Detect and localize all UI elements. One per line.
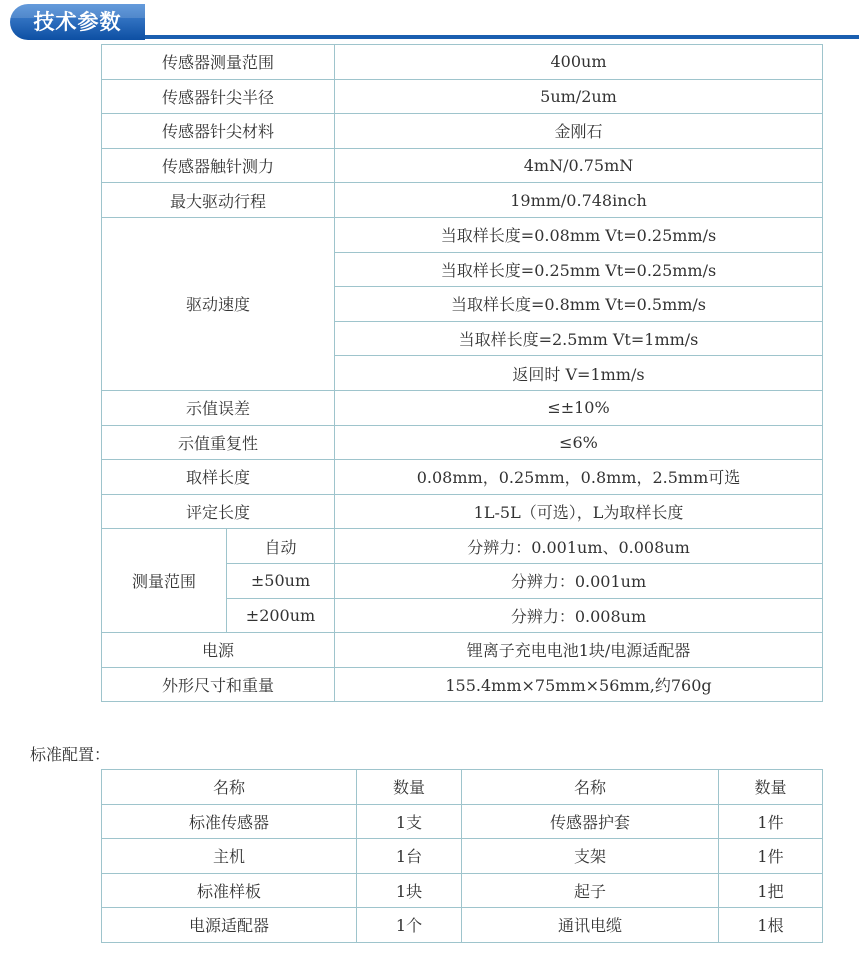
spec-label: 测量范围 <box>102 529 227 633</box>
table-row <box>102 217 823 252</box>
column-header: 名称 <box>102 770 357 805</box>
config-section-label: 标准配置： <box>30 745 111 764</box>
spec-value: 当取样长度=2.5mm Vt=1mm/s <box>335 321 823 356</box>
table-row <box>102 529 823 564</box>
spec-value: 当取样长度=0.8mm Vt=0.5mm/s <box>335 287 823 322</box>
spec-value: 锂离子充电电池1块/电源适配器 <box>335 633 823 668</box>
spec-table <box>101 44 823 702</box>
table-row <box>102 425 823 460</box>
spec-label: 电源 <box>102 633 335 668</box>
item-name: 主机 <box>102 839 357 874</box>
item-quantity: 1支 <box>357 804 462 839</box>
item-name: 起子 <box>462 873 719 908</box>
spec-value: 400um <box>335 45 823 80</box>
spec-label: 传感器针尖半径 <box>102 79 335 114</box>
table-row <box>102 494 823 529</box>
item-quantity: 1件 <box>719 804 823 839</box>
spec-label: 传感器针尖材料 <box>102 114 335 149</box>
item-quantity: 1把 <box>719 873 823 908</box>
spec-value: 1L-5L（可选），L为取样长度 <box>335 494 823 529</box>
item-name: 标准传感器 <box>102 804 357 839</box>
spec-value: ≤±10% <box>335 390 823 425</box>
table-row <box>102 633 823 668</box>
spec-value: 分辨力：0.001um、0.008um <box>335 529 823 564</box>
spec-label: 最大驱动行程 <box>102 183 335 218</box>
table-row <box>102 148 823 183</box>
config-table <box>101 769 823 943</box>
spec-label: 评定长度 <box>102 494 335 529</box>
item-name: 标准样板 <box>102 873 357 908</box>
table-row <box>102 45 823 80</box>
spec-sublabel: ±200um <box>227 598 335 633</box>
spec-value: 19mm/0.748inch <box>335 183 823 218</box>
spec-label: 外形尺寸和重量 <box>102 667 335 702</box>
item-quantity: 1件 <box>719 839 823 874</box>
spec-label: 驱动速度 <box>102 217 335 390</box>
item-quantity: 1块 <box>357 873 462 908</box>
table-row <box>102 667 823 702</box>
table-row <box>102 79 823 114</box>
column-header: 数量 <box>719 770 823 805</box>
item-quantity: 1台 <box>357 839 462 874</box>
table-row <box>102 114 823 149</box>
table-header-row <box>102 770 823 805</box>
column-header: 名称 <box>462 770 719 805</box>
spec-label: 传感器测量范围 <box>102 45 335 80</box>
spec-sublabel: 自动 <box>227 529 335 564</box>
table-row <box>102 804 823 839</box>
spec-value: 5um/2um <box>335 79 823 114</box>
spec-label: 示值误差 <box>102 390 335 425</box>
spec-label: 示值重复性 <box>102 425 335 460</box>
item-quantity: 1根 <box>719 908 823 943</box>
table-row <box>102 839 823 874</box>
spec-value: 当取样长度=0.25mm Vt=0.25mm/s <box>335 252 823 287</box>
spec-value: ≤6% <box>335 425 823 460</box>
header-underline <box>130 35 859 39</box>
table-row <box>102 873 823 908</box>
spec-value: 分辨力：0.008um <box>335 598 823 633</box>
table-row <box>102 908 823 943</box>
spec-label: 取样长度 <box>102 460 335 495</box>
item-quantity: 1个 <box>357 908 462 943</box>
section-header <box>0 0 859 44</box>
column-header: 数量 <box>357 770 462 805</box>
spec-value: 分辨力：0.001um <box>335 563 823 598</box>
item-name: 支架 <box>462 839 719 874</box>
item-name: 传感器护套 <box>462 804 719 839</box>
spec-value: 金刚石 <box>335 114 823 149</box>
spec-value: 4mN/0.75mN <box>335 148 823 183</box>
table-row <box>102 183 823 218</box>
spec-value: 155.4mm×75mm×56mm,约760g <box>335 667 823 702</box>
spec-label: 传感器触针测力 <box>102 148 335 183</box>
section-title: 技术参数 <box>10 4 145 40</box>
item-name: 电源适配器 <box>102 908 357 943</box>
spec-value: 返回时 V=1mm/s <box>335 356 823 391</box>
spec-value: 0.08mm，0.25mm，0.8mm，2.5mm可选 <box>335 460 823 495</box>
spec-sublabel: ±50um <box>227 563 335 598</box>
table-row <box>102 390 823 425</box>
table-row <box>102 460 823 495</box>
spec-value: 当取样长度=0.08mm Vt=0.25mm/s <box>335 217 823 252</box>
item-name: 通讯电缆 <box>462 908 719 943</box>
